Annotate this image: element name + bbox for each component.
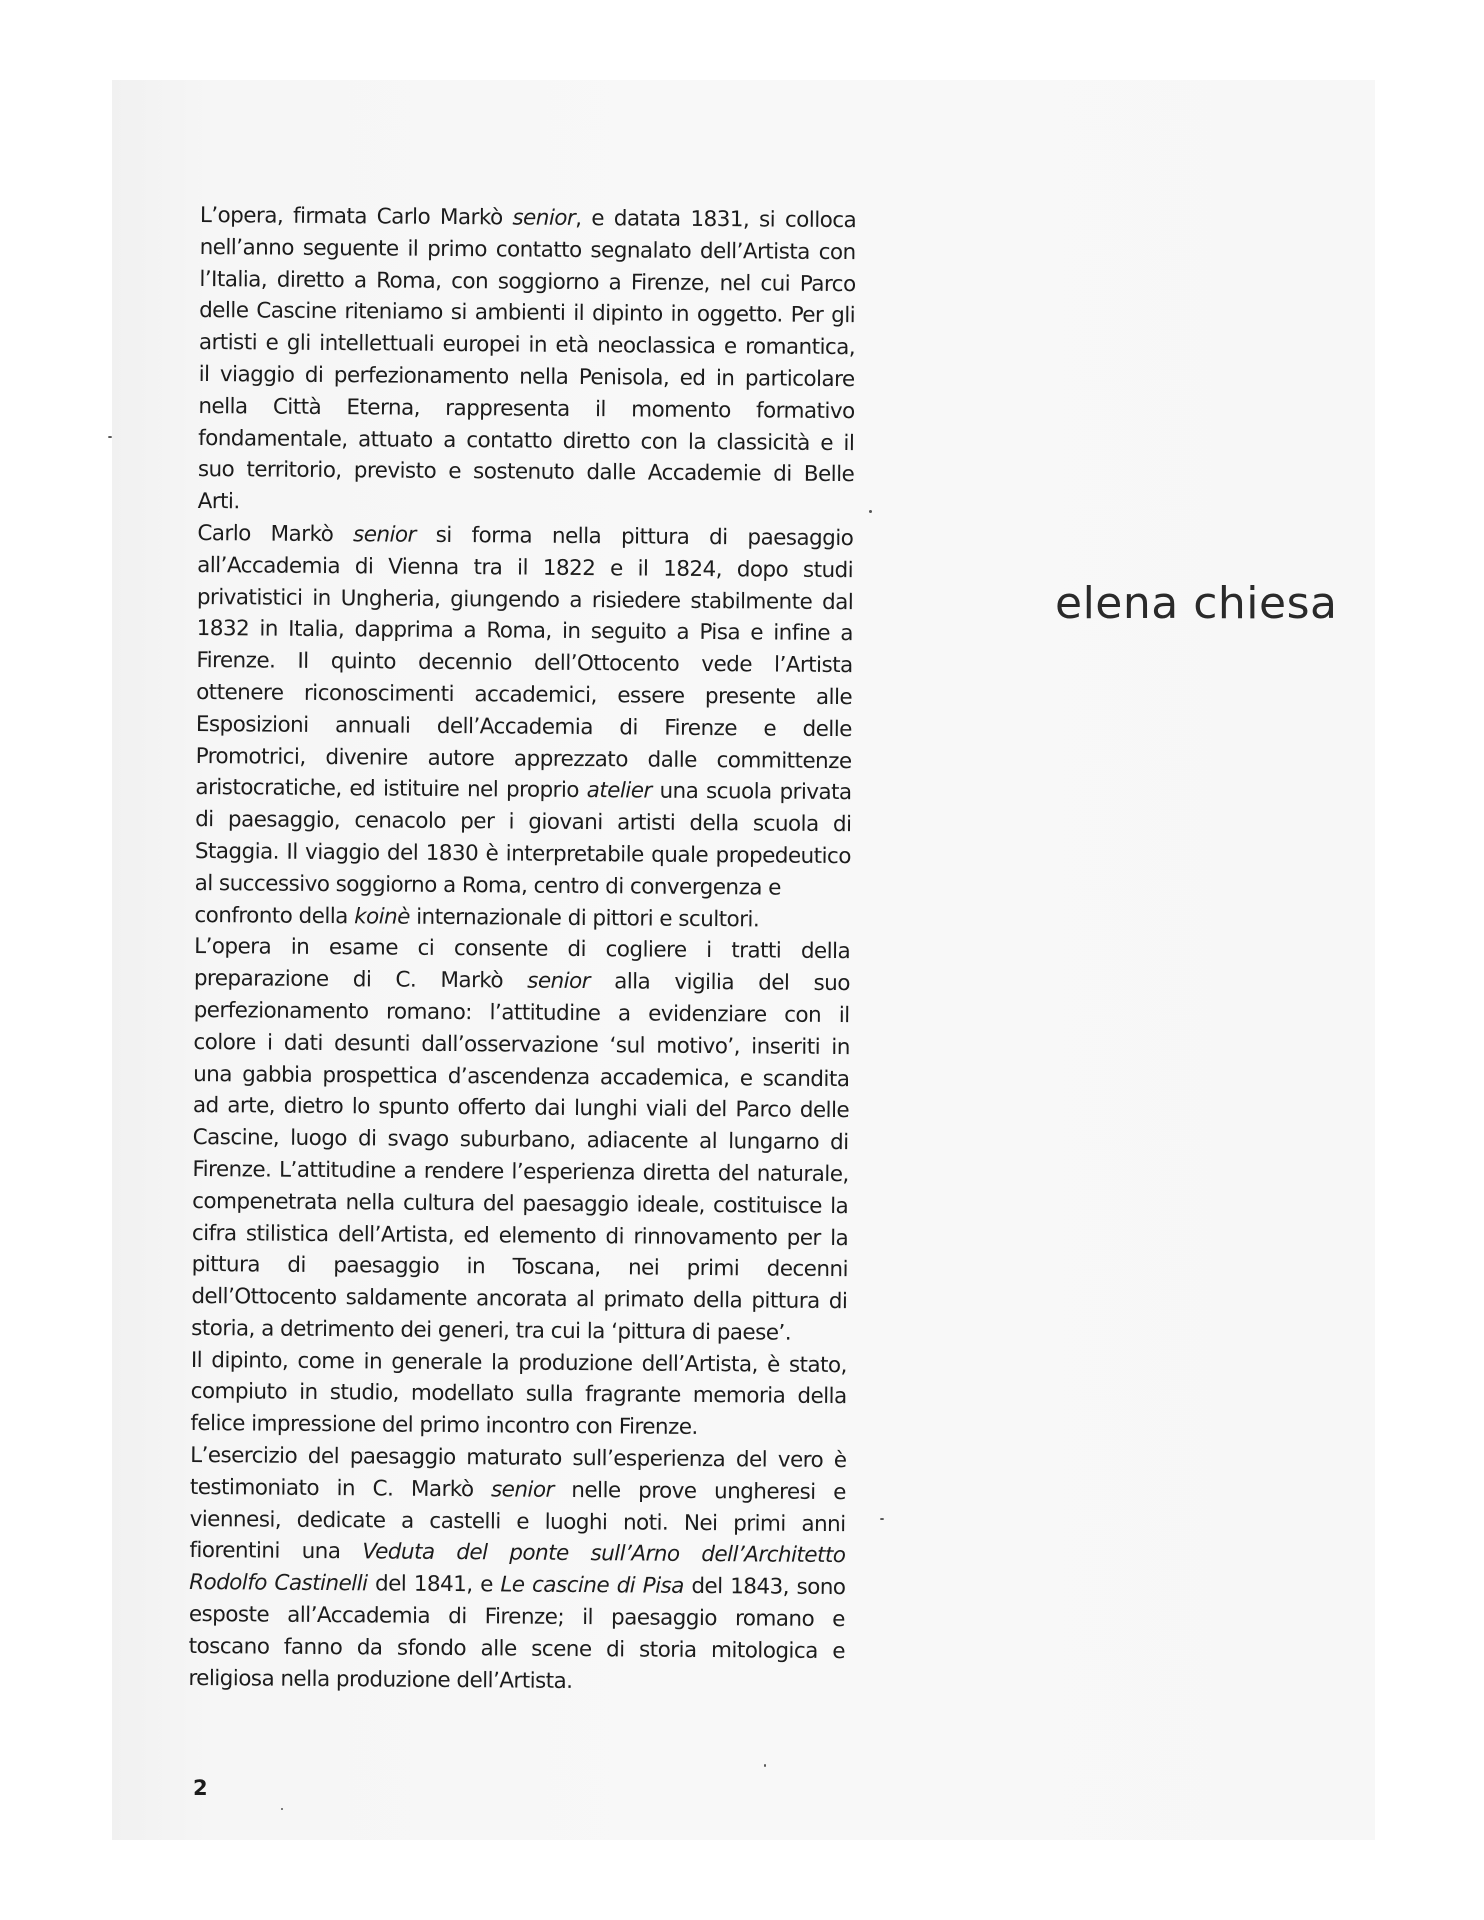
text-run: del 1841, e: [367, 1571, 501, 1598]
text-run: internazionale di pittori e scultori.: [409, 904, 760, 932]
text-run: privatistici in Ungheria, giungendo a risiedere stabilmente dal: [196, 584, 854, 615]
text-line: [191, 1313, 847, 1350]
text-line: [197, 518, 853, 555]
text-line: [192, 1249, 848, 1286]
text-line: [191, 1376, 847, 1413]
text-line: [189, 1567, 845, 1604]
text-run: cifra stilistica dell’Artista, ed elemento di rinnovamento per la: [191, 1220, 849, 1251]
text-line: [191, 1281, 847, 1318]
text-line: [196, 741, 852, 778]
italic-text: Rodolfo Castinelli: [189, 1570, 368, 1597]
text-line: [192, 1154, 848, 1191]
text-line: [189, 1535, 845, 1572]
italic-text: Le cascine di Pisa: [500, 1572, 684, 1600]
text-run: Firenze. Il quinto decennio dell’Ottocento vede l’Artista: [196, 648, 853, 679]
text-run: L’esercizio del paesaggio maturato sull’esperienza del vero è: [190, 1443, 847, 1474]
text-line: [197, 613, 853, 650]
italic-text: senior: [512, 205, 576, 231]
text-run: compiuto in studio, modellato sulla fragrante memoria della: [190, 1379, 847, 1410]
text-line: [190, 1440, 846, 1477]
text-line: [199, 327, 855, 364]
text-run: Carlo Markò: [197, 520, 354, 548]
page-number: 2: [193, 1776, 208, 1800]
text-run: al successivo soggiorno a Roma, centro di convergenza e: [194, 870, 781, 901]
scan-speck: [281, 1808, 283, 1810]
text-run: dell’Ottocento saldamente ancorata al primato della pittura di: [191, 1284, 848, 1315]
body-text: [188, 200, 856, 1700]
italic-text: senior: [352, 522, 416, 548]
text-line: [191, 1345, 847, 1382]
text-line: [190, 1408, 846, 1445]
text-run: una scuola privata: [651, 778, 852, 806]
text-run: nella Città Eterna, rappresenta il momento formativo: [198, 393, 855, 424]
text-run: religiosa nella produzione dell’Artista.: [188, 1665, 573, 1694]
text-run: L’opera, firmata Carlo Markò: [199, 202, 513, 231]
italic-text: koinè: [354, 903, 410, 930]
text-line: [196, 709, 852, 746]
text-run: fondamentale, attuato a contatto diretto con la classicità e il: [198, 425, 855, 456]
text-run: fiorentini una: [189, 1538, 363, 1565]
text-run: delle Cascine riteniamo si ambienti il dipinto in oggetto. Per gli: [199, 298, 856, 329]
text-line: [198, 454, 854, 491]
text-run: Cascine, luogo di svago suburbano, adiacente al lungarno di: [192, 1125, 849, 1156]
text-line: [193, 1027, 849, 1064]
text-line: [194, 931, 850, 968]
text-line: [194, 900, 850, 937]
text-run: , e datata 1831, si colloca: [575, 205, 857, 234]
text-run: all’Accademia di Vienna tra il 1822 e il 1824, dopo studi: [197, 552, 854, 583]
text-run: colore i dati desunti dall’osservazione ‘sul motivo’, inseriti in: [193, 1029, 850, 1060]
text-line: [199, 359, 855, 396]
text-line: [198, 486, 854, 523]
text-run: preparazione di C. Markò: [193, 966, 528, 994]
text-run: testimoniato in C. Markò: [189, 1474, 492, 1503]
text-run: storia, a detrimento dei generi, tra cui la ‘pittura di paese’.: [191, 1315, 792, 1346]
text-run: viennesi, dedicate a castelli e luoghi noti. Nei primi anni: [189, 1506, 846, 1537]
scan-speck: [869, 510, 872, 513]
text-run: una gabbia prospettica d’ascendenza accademica, e scandita: [193, 1061, 850, 1092]
text-run: Esposizioni annuali dell’Accademia di Firenze e delle: [195, 711, 852, 742]
text-line: [197, 550, 853, 587]
text-line: [195, 804, 851, 841]
text-run: del 1843, sono: [683, 1574, 846, 1601]
text-run: Il dipinto, come in generale la produzione dell’Artista, è stato,: [190, 1347, 847, 1378]
text-run: confronto della: [194, 902, 355, 929]
text-run: nelle prove ungheresi e: [553, 1477, 846, 1505]
text-run: ottenere riconoscimenti accademici, essere presente alle: [196, 679, 853, 711]
text-run: L’opera in esame ci consente di cogliere i tratti della: [194, 934, 851, 965]
text-line: [200, 200, 856, 237]
italic-text: senior: [527, 968, 591, 995]
text-run: Arti.: [197, 489, 240, 515]
text-run: Staggia. Il viaggio del 1830 è interpretabile quale propedeutico: [194, 838, 851, 870]
text-line: [200, 232, 856, 269]
text-run: felice impressione del primo incontro con Firenze.: [190, 1411, 698, 1441]
text-run: perfezionamento romano: l’attitudine a evidenziare con il: [193, 997, 850, 1029]
text-line: [193, 1058, 849, 1095]
text-line: [189, 1599, 845, 1636]
text-line: [193, 1090, 849, 1127]
text-run: l’Italia, diretto a Roma, con soggiorno a Firenze, nel cui Parco: [199, 266, 856, 297]
text-line: [195, 772, 851, 809]
text-line: [190, 1472, 846, 1509]
text-line: [199, 295, 855, 332]
scan-speck: [764, 1764, 766, 1767]
italic-text: atelier: [586, 778, 652, 804]
text-line: [195, 868, 851, 905]
text-line: [194, 963, 850, 1000]
text-line: [194, 995, 850, 1032]
scan-speck: [880, 1518, 884, 1520]
text-run: pittura di paesaggio in Toscana, nei primi decenni: [191, 1252, 849, 1283]
text-run: esposte all’Accademia di Firenze; il paesaggio romano e: [188, 1602, 845, 1633]
text-run: di paesaggio, cenacolo per i giovani artisti della scuola di: [195, 807, 852, 838]
scan-speck: [108, 436, 112, 438]
text-run: il viaggio di perfezionamento nella Penisola, ed in particolare: [198, 361, 855, 393]
author-name: elena chiesa: [1055, 578, 1338, 629]
text-run: alla vigilia del suo: [589, 969, 850, 997]
text-line: [188, 1663, 844, 1700]
text-line: [196, 645, 852, 682]
italic-text: senior: [490, 1477, 554, 1503]
text-run: nell’anno seguente il primo contatto segnalato dell’Artista con: [199, 234, 856, 265]
text-line: [198, 391, 854, 428]
text-line: [189, 1631, 845, 1668]
text-line: [192, 1217, 848, 1254]
italic-text: Veduta del ponte sull’Arno dell’Architetto: [362, 1539, 846, 1569]
text-run: compenetrata nella cultura del paesaggio ideale, costituisce la: [192, 1188, 849, 1219]
text-line: [196, 677, 852, 714]
text-run: artisti e gli intellettuali europei in età neoclassica e romantica,: [198, 330, 856, 361]
text-run: toscano fanno da sfondo alle scene di storia mitologica e: [188, 1633, 846, 1664]
text-line: [199, 264, 855, 301]
text-run: Promotrici, divenire autore apprezzato dalle committenze: [195, 743, 852, 774]
text-line: [198, 423, 854, 460]
text-run: ad arte, dietro lo spunto offerto dai lunghi viali del Parco delle: [192, 1093, 850, 1124]
text-line: [193, 1122, 849, 1159]
text-run: Firenze. L’attitudine a rendere l’esperienza diretta del naturale,: [192, 1156, 849, 1188]
text-run: aristocratiche, ed istituire nel proprio: [195, 775, 587, 804]
text-run: suo territorio, previsto e sostenuto dalle Accademie di Belle: [197, 457, 855, 488]
text-line: [192, 1186, 848, 1223]
text-line: [195, 836, 851, 873]
text-line: [190, 1504, 846, 1541]
text-run: si forma nella pittura di paesaggio: [415, 522, 854, 552]
text-line: [197, 582, 853, 619]
text-run: 1832 in Italia, dapprima a Roma, in seguito a Pisa e infine a: [196, 616, 853, 647]
